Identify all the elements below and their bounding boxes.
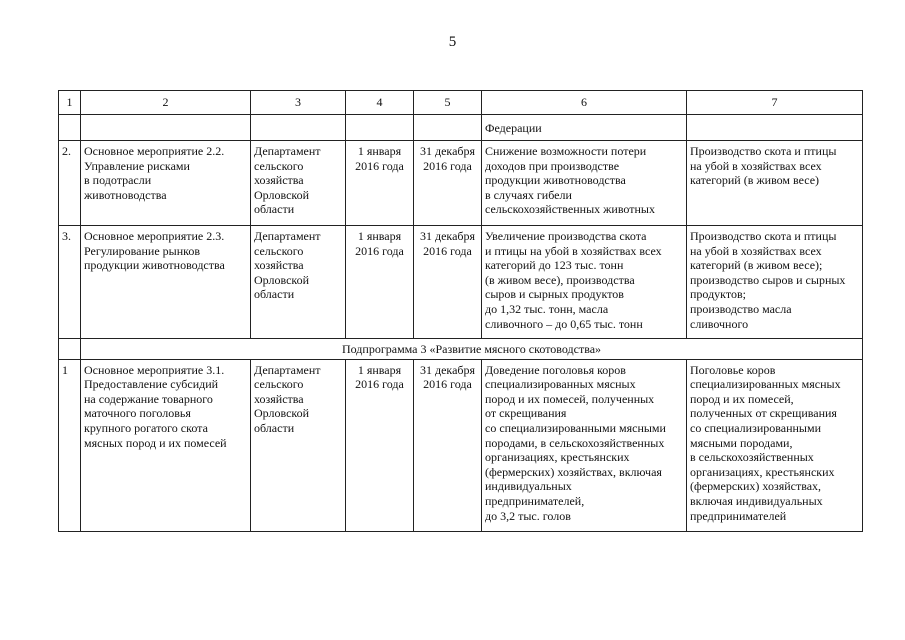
cell-line: до 1,32 тыс. тонн, масла [485,301,609,316]
cell-line: Доведение поголовья коров [485,362,626,377]
header-cell: 2 [81,91,251,115]
event-cell [81,141,251,226]
cell-line: 1 января [357,144,402,158]
cell-line: Производство скота и птицы [690,144,837,158]
cell-line: со специализированными [690,420,822,435]
cell-line: Увеличение производства скота [485,229,647,243]
cell-line: сельскохозяйственных животных [485,202,655,217]
cell-line: Управление рисками [84,158,190,173]
cell-line: 1 января [357,362,402,377]
cell-line: животноводства [84,187,167,202]
header-cell: 3 [251,91,346,115]
table-row [59,359,863,531]
cell-line: области [254,202,295,217]
cell-line: предпринимателей [690,508,787,523]
continuation-row [59,115,863,141]
table-row [59,141,863,226]
cell-line: в случаях гибели [485,187,572,202]
cell-line: сливочного [690,316,749,331]
cell-line: мясными породами, [690,435,793,450]
cell-line: 31 декабря [419,362,476,377]
end-date-cell [414,141,482,226]
cell-line: Орловской [254,187,310,202]
cell-line: сельского [254,377,304,392]
cell-line: производство сыров и сырных [690,272,846,287]
cell-line: предпринимателей, [485,493,585,508]
cell-line: Регулирование рынков [84,243,201,258]
start-date-cell [346,359,414,531]
cell-line: категорий (в живом весе) [690,173,820,188]
cell-line: пород и их помесей, полученных [485,391,655,406]
cell-line: на убой в хозяйствах всех [690,243,822,258]
cell-line: специализированных мясных [690,377,841,392]
cell-line: 2016 года [423,377,472,392]
cell-line: сливочного – до 0,65 тыс. тонн [485,316,643,331]
cell-line: производство масла [690,301,792,316]
cell-line: сельского [254,158,304,173]
subprogram-title: Подпрограмма 3 «Развитие мясного скотоводства» [81,339,863,360]
cell-line: 2016 года [355,377,404,392]
cell-line: продуктов; [690,287,746,302]
cell-line: Орловской [254,272,310,287]
start-date-cell [346,141,414,226]
cell-line: включая индивидуальных [690,493,823,508]
cell-line: хозяйства [254,173,304,188]
cell-line: на убой в хозяйствах всех [690,158,822,173]
cell-line: продукции животноводства [84,258,225,273]
cell-line: Департамент [254,362,321,377]
cell-line: в подотрасли [84,173,152,188]
cell-line: сыров и сырных продуктов [485,287,624,302]
cell-line: от скрещивания [485,406,567,421]
cell-line: маточного поголовья [84,406,191,421]
cell-line: Орловской [254,406,310,421]
header-cell: 6 [482,91,687,115]
cell-line: Департамент [254,144,321,158]
activities-table [58,90,863,532]
cell-line: индивидуальных [485,479,572,494]
cell-line: 2016 года [423,243,472,258]
executor-cell [251,359,346,531]
cell-line: Предоставление субсидий [84,377,219,392]
executor-cell [251,141,346,226]
cell-line: крупного рогатого скота [84,420,208,435]
cell-line: до 3,2 тыс. голов [485,508,571,523]
header-cell: 1 [59,91,81,115]
indicator-cell [687,226,863,339]
result-cell [482,115,687,141]
cell-line: Снижение возможности потери [485,144,647,158]
page-number: 5 [448,34,457,50]
header-cell: 4 [346,91,414,115]
event-cell [81,359,251,531]
cell-line: (фермерских) хозяйствах, [690,479,822,494]
result-cell [482,359,687,531]
cell-line: Департамент [254,229,321,243]
cell-line: в сельскохозяйственных [690,450,814,465]
indicator-cell [687,359,863,531]
end-date-cell [414,359,482,531]
cell-line: специализированных мясных [485,377,636,392]
header-cell: 7 [687,91,863,115]
table-row [59,226,863,339]
cell-line: мясных пород и их помесей [84,435,227,450]
cell-line: 2016 года [423,158,472,173]
cell-line: доходов при производстве [485,158,620,173]
cell-line: Основное мероприятие 3.1. [84,362,225,377]
cell-line: 2016 года [355,158,404,173]
cell-line: 1 января [357,229,402,243]
cell-line: хозяйства [254,391,304,406]
cell-line: полученных от скрещивания [690,406,837,421]
cell-line: категорий до 123 тыс. тонн [485,258,624,273]
cell-line: и птицы на убой в хозяйствах всех [485,243,662,258]
cell-line: на содержание товарного [84,391,213,406]
cell-line: Основное мероприятие 2.2. [84,144,225,158]
subprogram-row [59,339,863,360]
header-row [59,91,863,115]
cell-line: породами, в сельскохозяйственных [485,435,665,450]
result-cell [482,226,687,339]
result-cell [482,141,687,226]
cell-line: со специализированными мясными [485,420,666,435]
cell-line: 31 декабря [419,229,476,243]
cell-line: Производство скота и птицы [690,229,837,243]
row-number: 2. [59,141,81,226]
indicator-cell [687,141,863,226]
start-date-cell [346,226,414,339]
cell-line: хозяйства [254,258,304,273]
cell-line: сельского [254,243,304,258]
cell-line: (в живом весе), производства [485,272,635,287]
cell-line: области [254,287,295,302]
end-date-cell [414,226,482,339]
cell-line: (фермерских) хозяйствах, включая [485,464,662,479]
cell-line: категорий (в живом весе); [690,258,823,273]
cell-line: организациях, крестьянских [690,464,835,479]
cell-line: пород и их помесей, [690,391,794,406]
cell-line: 31 декабря [419,144,476,158]
header-cell: 5 [414,91,482,115]
cell-line: продукции животноводства [485,173,626,188]
cell-line: Основное мероприятие 2.3. [84,229,225,243]
cell-line: Федерации [485,121,542,135]
row-number: 1 [59,359,81,531]
cell-line: области [254,420,295,435]
cell-line: 2016 года [355,243,404,258]
cell-line: Поголовье коров [690,362,776,377]
cell-line: организациях, крестьянских [485,450,630,465]
event-cell [81,226,251,339]
row-number: 3. [59,226,81,339]
executor-cell [251,226,346,339]
